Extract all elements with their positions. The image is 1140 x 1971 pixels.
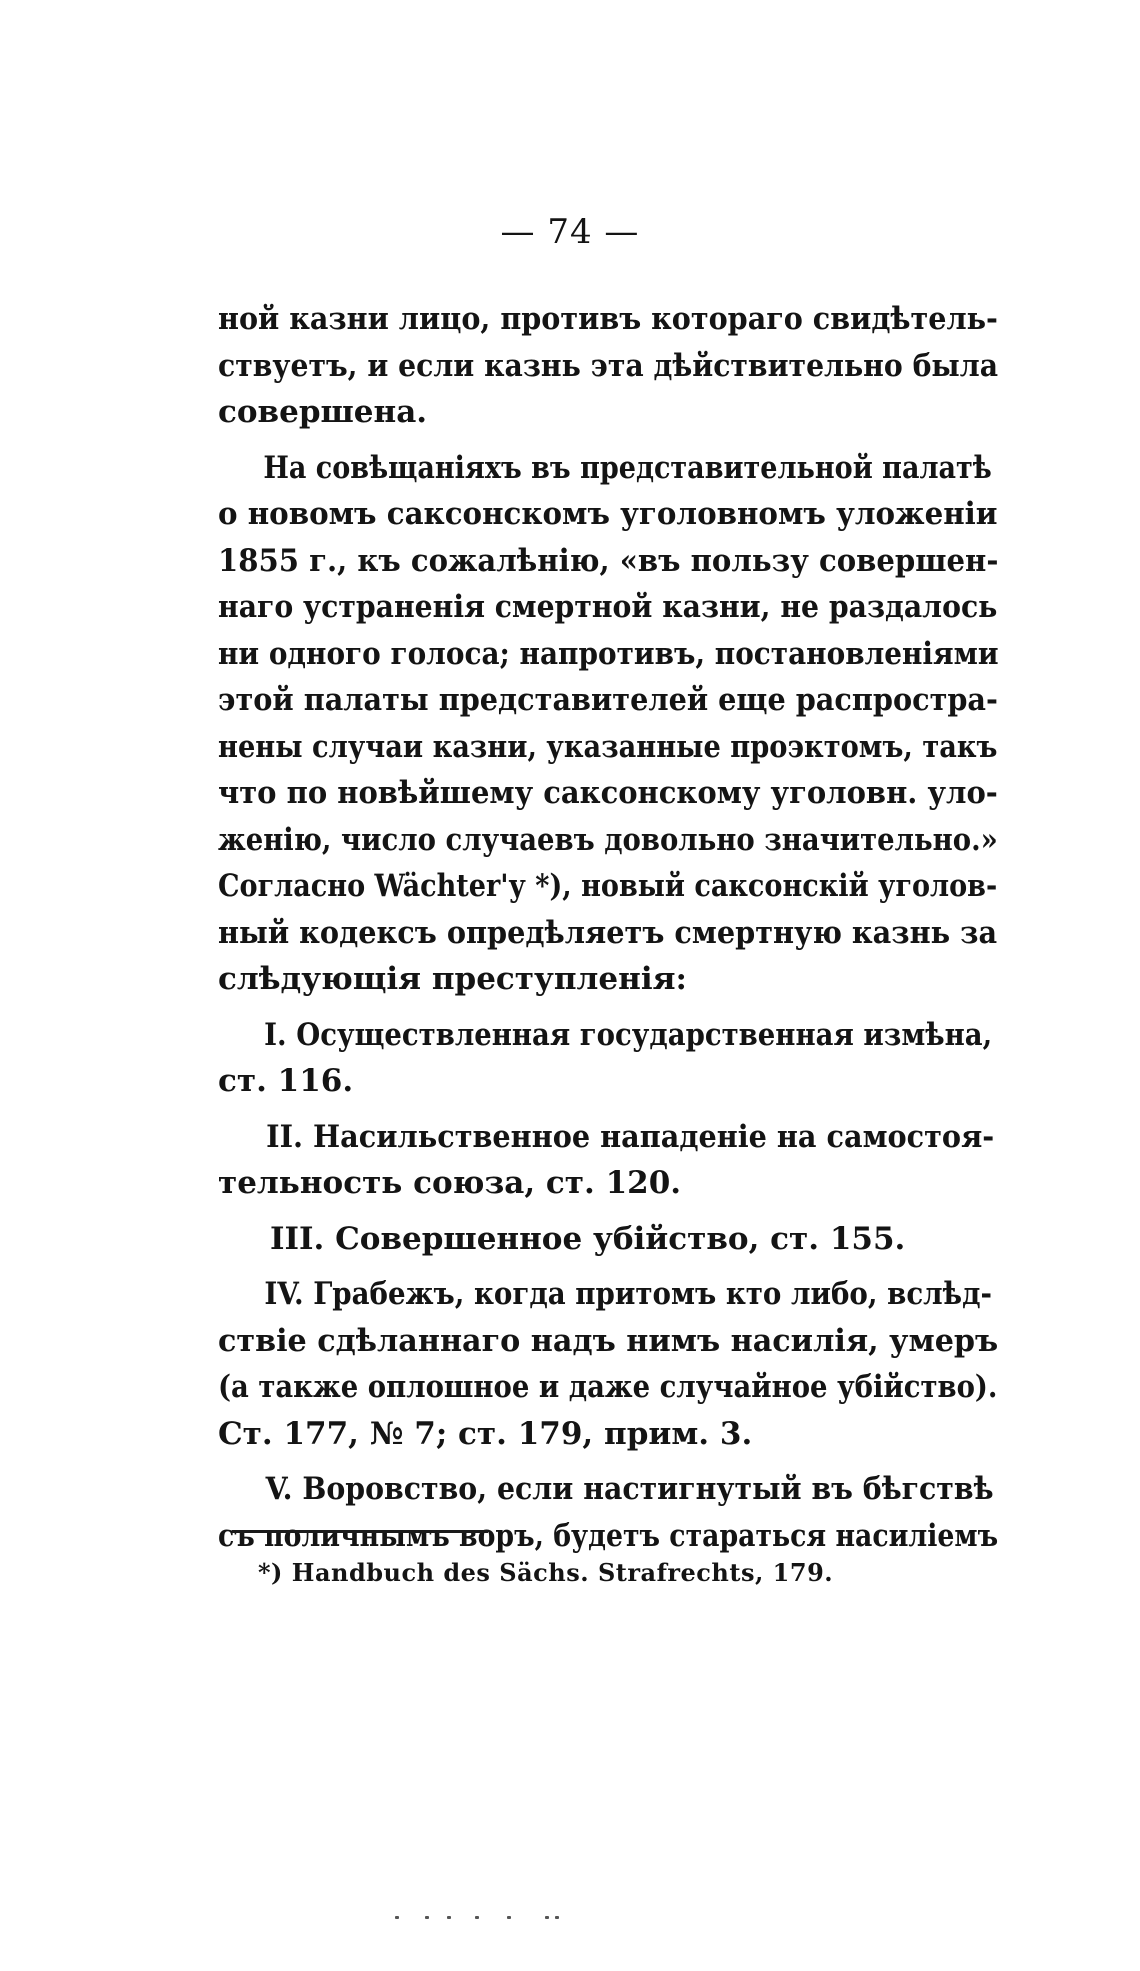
- page-number: — 74 —: [500, 212, 640, 252]
- text-line: что по новѣйшему саксонскому уголовн. уло-: [218, 775, 998, 811]
- text-line: тельность союза, ст. 120.: [218, 1165, 682, 1201]
- text-line: съ поличнымъ воръ, будетъ стараться насиліемъ: [218, 1517, 999, 1554]
- list-item-V: V. Воровство, если настигнутый въ бѣгствѣ: [265, 1471, 994, 1507]
- text-line: о новомъ саксонскомъ уголовномъ уложеніи: [218, 496, 998, 532]
- text-line: ствіе сдѣланнаго надъ нимъ насилія, умеръ: [218, 1322, 999, 1359]
- text-line: ной казни лицо, противъ котораго свидѣтель-: [218, 301, 998, 337]
- text-line: (а также оплошное и даже случайное убійство).: [218, 1369, 998, 1405]
- print-specks: [395, 1914, 595, 1922]
- text-line: ст. 116.: [218, 1063, 354, 1099]
- text-line: Согласно Wächter'у *), новый саксонскій уголов-: [218, 868, 998, 904]
- footnote: *) Handbuch des Sächs. Strafrechts, 179.: [258, 1558, 834, 1587]
- list-item-III: III. Совершенное убійство, ст. 155.: [270, 1220, 906, 1257]
- text-line: женію, число случаевъ довольно значительно.»: [218, 821, 998, 858]
- footnote-divider: [232, 1530, 488, 1533]
- body-text: [218, 296, 998, 1559]
- text-line: ный кодексъ опредѣляетъ смертную казнь за: [218, 914, 998, 951]
- text-line: ствуетъ, и если казнь эта дѣйствительно была: [218, 347, 999, 384]
- list-item-IV: IV. Грабежъ, когда притомъ кто либо, вслѣд-: [264, 1276, 993, 1312]
- text-line: Ст. 177, № 7; ст. 179, прим. 3.: [218, 1415, 753, 1452]
- list-item-I: I. Осуществленная государственная измѣна,: [264, 1016, 993, 1053]
- text-line: нены случаи казни, указанные проэктомъ, такъ: [218, 728, 998, 765]
- text-line: На совѣщаніяхъ въ представительной палатѣ: [263, 449, 992, 486]
- text-line: этой палаты представителей еще распростра-: [218, 682, 998, 718]
- text-line: ни одного голоса; напротивъ, постановленіями: [218, 635, 999, 672]
- text-line: слѣдующія преступленія:: [218, 961, 687, 997]
- text-line: совершена.: [218, 394, 428, 430]
- list-item-II: II. Насильственное нападеніе на самостоя-: [266, 1118, 995, 1155]
- text-line: 1855 г., къ сожалѣнію, «въ пользу совершен-: [218, 542, 999, 579]
- text-line: наго устраненія смертной казни, не раздалось: [218, 589, 998, 625]
